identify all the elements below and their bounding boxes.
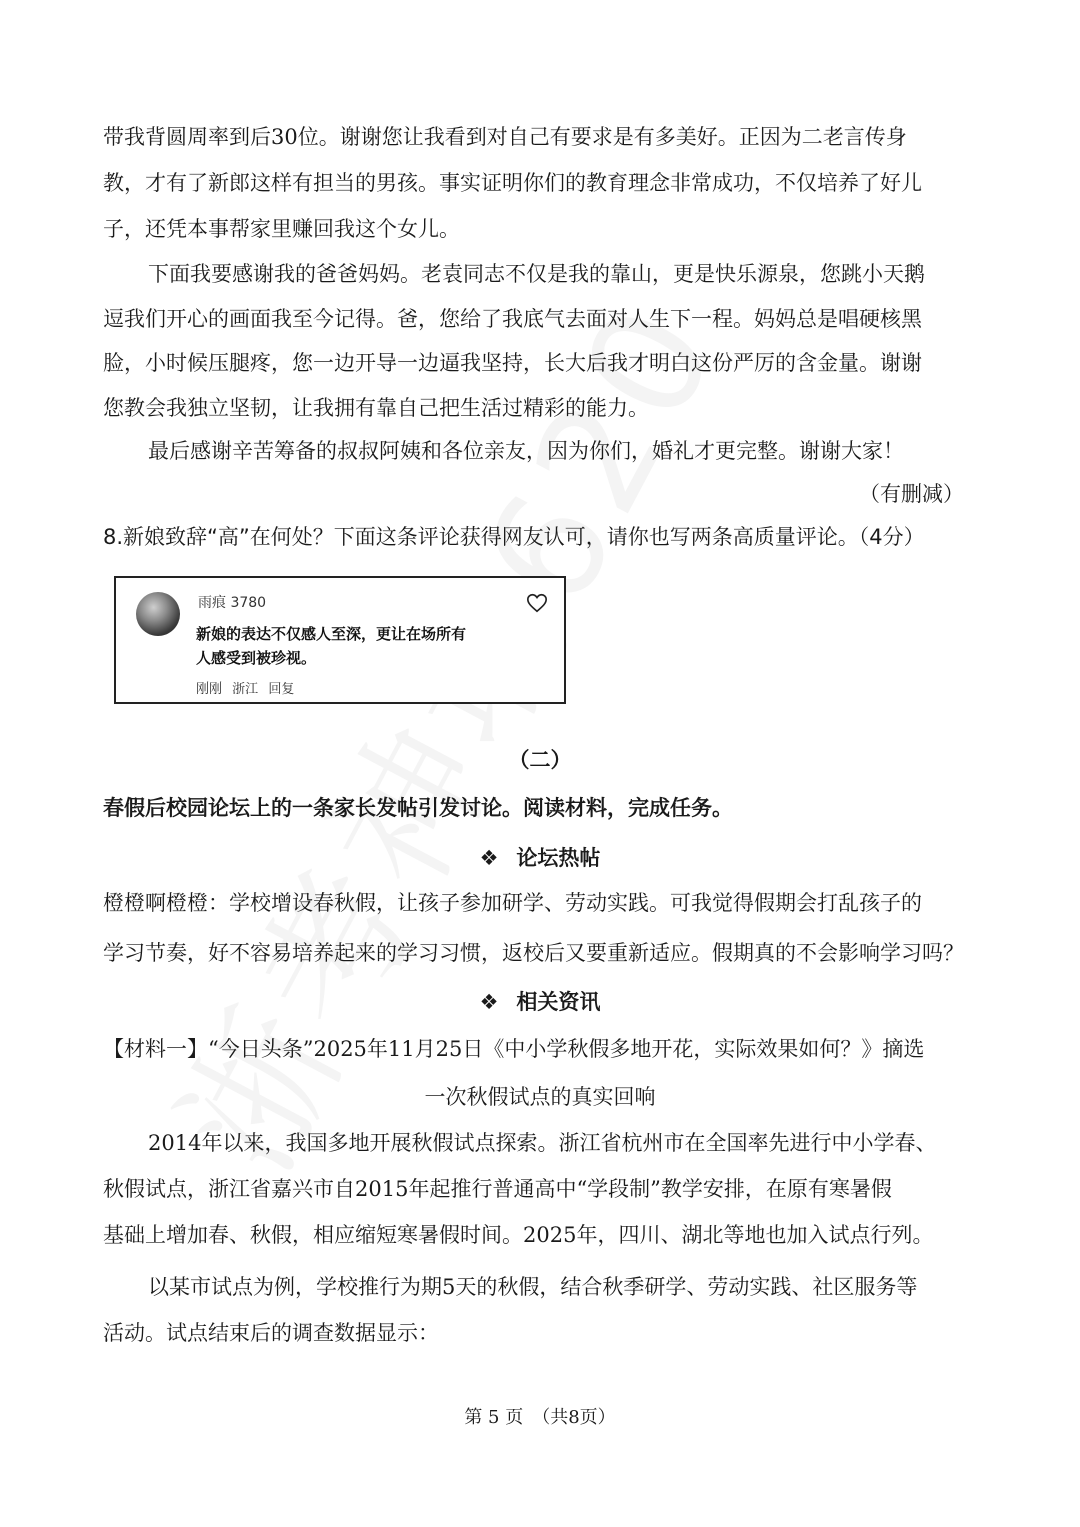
material1-line: 2014年以来，我国多地开展秋假试点探索。浙江省杭州市在全国率先进行中小学春、 <box>148 1131 937 1155</box>
comment-time: 刚刚 <box>196 682 223 697</box>
comment-text-line: 人感受到被珍视。 <box>196 649 317 667</box>
related-heading <box>0 987 1080 1017</box>
question-8: 8.新娘致辞“高”在何处？下面这条评论获得网友认可，请你也写两条高质量评论。（4分） <box>103 525 925 549</box>
passage-line: 最后感谢辛苦筹备的叔叔阿姨和各位亲友，因为你们，婚礼才更完整。谢谢大家！ <box>148 439 904 463</box>
comment-text-line: 新娘的表达不仅感人至深，更让在场所有 <box>196 625 467 643</box>
post-line: 学习节奏，好不容易培养起来的学习习惯，返校后又要重新适应。假期真的不会影响学习吗？ <box>103 941 964 965</box>
passage-line: 带我背圆周率到后30位。谢谢您让我看到对自己有要求是有多美好。正因为二老言传身 <box>103 125 907 149</box>
avatar <box>136 592 180 636</box>
comment-location: 浙江 <box>232 682 259 697</box>
material1-line: 秋假试点，浙江省嘉兴市自2015年起推行普通高中“学段制”教学安排，在原有寒暑假 <box>103 1177 892 1201</box>
material1-title: 一次秋假试点的真实回响 <box>424 1085 656 1109</box>
hot-post-title: 论坛热帖 <box>516 846 601 870</box>
passage-line: 教，才有了新郎这样有担当的男孩。事实证明你们的教育理念非常成功，不仅培养了好儿 <box>103 171 922 195</box>
comment-card <box>114 576 566 704</box>
material1-line: 活动。试点结束后的调查数据显示： <box>103 1321 439 1345</box>
comment-username: 雨痕 3780 <box>198 595 267 611</box>
passage-line: 脸，小时候压腿疼，您一边开导一边逼我坚持，长大后我才明白这份严厉的含金量。谢谢 <box>103 351 922 375</box>
heart-icon[interactable] <box>526 592 548 614</box>
section-intro: 春假后校园论坛上的一条家长发帖引发讨论。阅读材料，完成任务。 <box>103 796 733 820</box>
comment-meta <box>196 678 300 697</box>
material1-line: 基础上增加春、秋假，相应缩短寒暑假时间。2025年，四川、湖北等地也加入试点行列。 <box>103 1223 934 1247</box>
material1-line: 以某市试点为例，学校推行为期5天的秋假，结合秋季研学、劳动实践、社区服务等 <box>148 1275 918 1299</box>
passage-line: 子，还凭本事帮家里赚回我这个女儿。 <box>103 217 460 241</box>
section-heading: （二） <box>508 748 572 772</box>
diamond-icon: ❖ <box>479 990 499 1014</box>
deletion-note: （有删减） <box>859 482 964 506</box>
reply-link[interactable]: 回复 <box>268 682 295 697</box>
comment-text <box>196 622 466 670</box>
page-footer: 第 5 页 （共8页） <box>464 1407 616 1428</box>
passage-line: 您教会我独立坚韧，让我拥有靠自己把生活过精彩的能力。 <box>103 396 649 420</box>
material1-header: 【材料一】“今日头条”2025年11月25日《中小学秋假多地开花，实际效果如何？》摘选 <box>103 1037 925 1061</box>
passage-line: 逗我们开心的画面我至今记得。爸，您给了我底气去面对人生下一程。妈妈总是唱硬核黑 <box>103 307 922 331</box>
related-title: 相关资讯 <box>516 990 601 1014</box>
hot-post-heading <box>0 843 1080 873</box>
post-line: 橙橙啊橙橙：学校增设春秋假，让孩子参加研学、劳动实践。可我觉得假期会打乱孩子的 <box>103 891 922 915</box>
diamond-icon: ❖ <box>479 846 499 870</box>
passage-line: 下面我要感谢我的爸爸妈妈。老袁同志不仅是我的靠山，更是快乐源泉，您跳小天鹅 <box>148 262 925 286</box>
